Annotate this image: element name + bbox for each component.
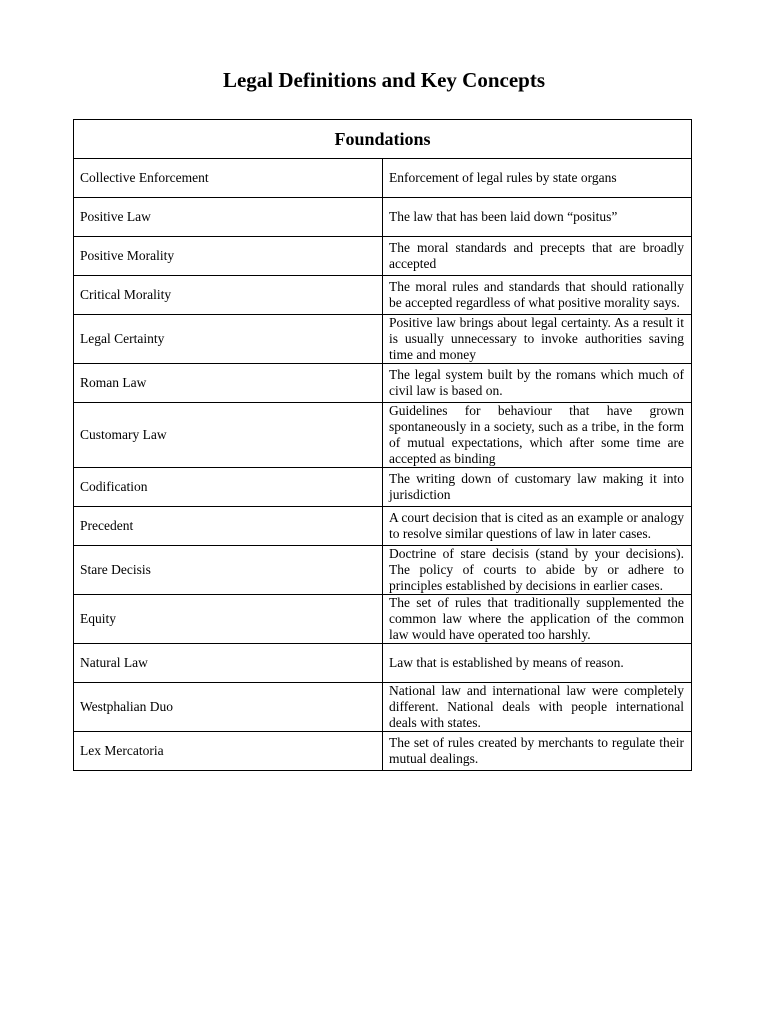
- table-row: [74, 276, 692, 315]
- definition-cell: The legal system built by the romans which much of civil law is based on.: [383, 364, 692, 403]
- definition-cell: Doctrine of stare decisis (stand by your decisions). The policy of courts to abide by or adhere to principles established by decisions in earlier cases.: [383, 546, 692, 595]
- term-cell: Legal Certainty: [74, 315, 383, 364]
- definition-cell: Law that is established by means of reason.: [383, 644, 692, 683]
- term-cell: Critical Morality: [74, 276, 383, 315]
- document-title: Legal Definitions and Key Concepts: [222, 68, 545, 92]
- table-row: [74, 644, 692, 683]
- term-cell: Roman Law: [74, 364, 383, 403]
- term-cell: Stare Decisis: [74, 546, 383, 595]
- section-header: Foundations: [74, 120, 692, 159]
- term-cell: Lex Mercatoria: [74, 732, 383, 771]
- definition-cell: Guidelines for behaviour that have grown spontaneously in a society, such as a tribe, in the form of mutual expectations, which after some time are accepted as binding: [383, 403, 692, 468]
- table-row: [74, 468, 692, 507]
- table-row: [74, 159, 692, 198]
- definition-cell: Positive law brings about legal certainty. As a result it is usually unnecessary to invoke authorities saving time and money: [383, 315, 692, 364]
- definition-cell: National law and international law were completely different. National deals with people international deals with states.: [383, 683, 692, 732]
- table-row: [74, 546, 692, 595]
- term-cell: Positive Morality: [74, 237, 383, 276]
- term-cell: Positive Law: [74, 198, 383, 237]
- definition-cell: The law that has been laid down “positus”: [383, 198, 692, 237]
- definition-cell: Enforcement of legal rules by state organs: [383, 159, 692, 198]
- definition-cell: The moral rules and standards that should rationally be accepted regardless of what positive morality says.: [383, 276, 692, 315]
- table-row: [74, 683, 692, 732]
- definition-cell: The set of rules created by merchants to regulate their mutual dealings.: [383, 732, 692, 771]
- term-cell: Natural Law: [74, 644, 383, 683]
- table-header-row: [74, 120, 692, 159]
- table-row: [74, 732, 692, 771]
- definition-cell: The set of rules that traditionally supplemented the common law where the application of the common law would have operated too harshly.: [383, 595, 692, 644]
- table-row: [74, 315, 692, 364]
- table-row: [74, 507, 692, 546]
- table-row: [74, 364, 692, 403]
- term-cell: Westphalian Duo: [74, 683, 383, 732]
- table-row: [74, 237, 692, 276]
- table-row: [74, 595, 692, 644]
- table-row: [74, 403, 692, 468]
- definition-cell: The writing down of customary law making it into jurisdiction: [383, 468, 692, 507]
- term-cell: Collective Enforcement: [74, 159, 383, 198]
- definition-cell: The moral standards and precepts that are broadly accepted: [383, 237, 692, 276]
- table-row: [74, 198, 692, 237]
- term-cell: Equity: [74, 595, 383, 644]
- definition-cell: A court decision that is cited as an example or analogy to resolve similar questions of law in later cases.: [383, 507, 692, 546]
- term-cell: Precedent: [74, 507, 383, 546]
- definitions-table: [73, 119, 692, 771]
- term-cell: Codification: [74, 468, 383, 507]
- term-cell: Customary Law: [74, 403, 383, 468]
